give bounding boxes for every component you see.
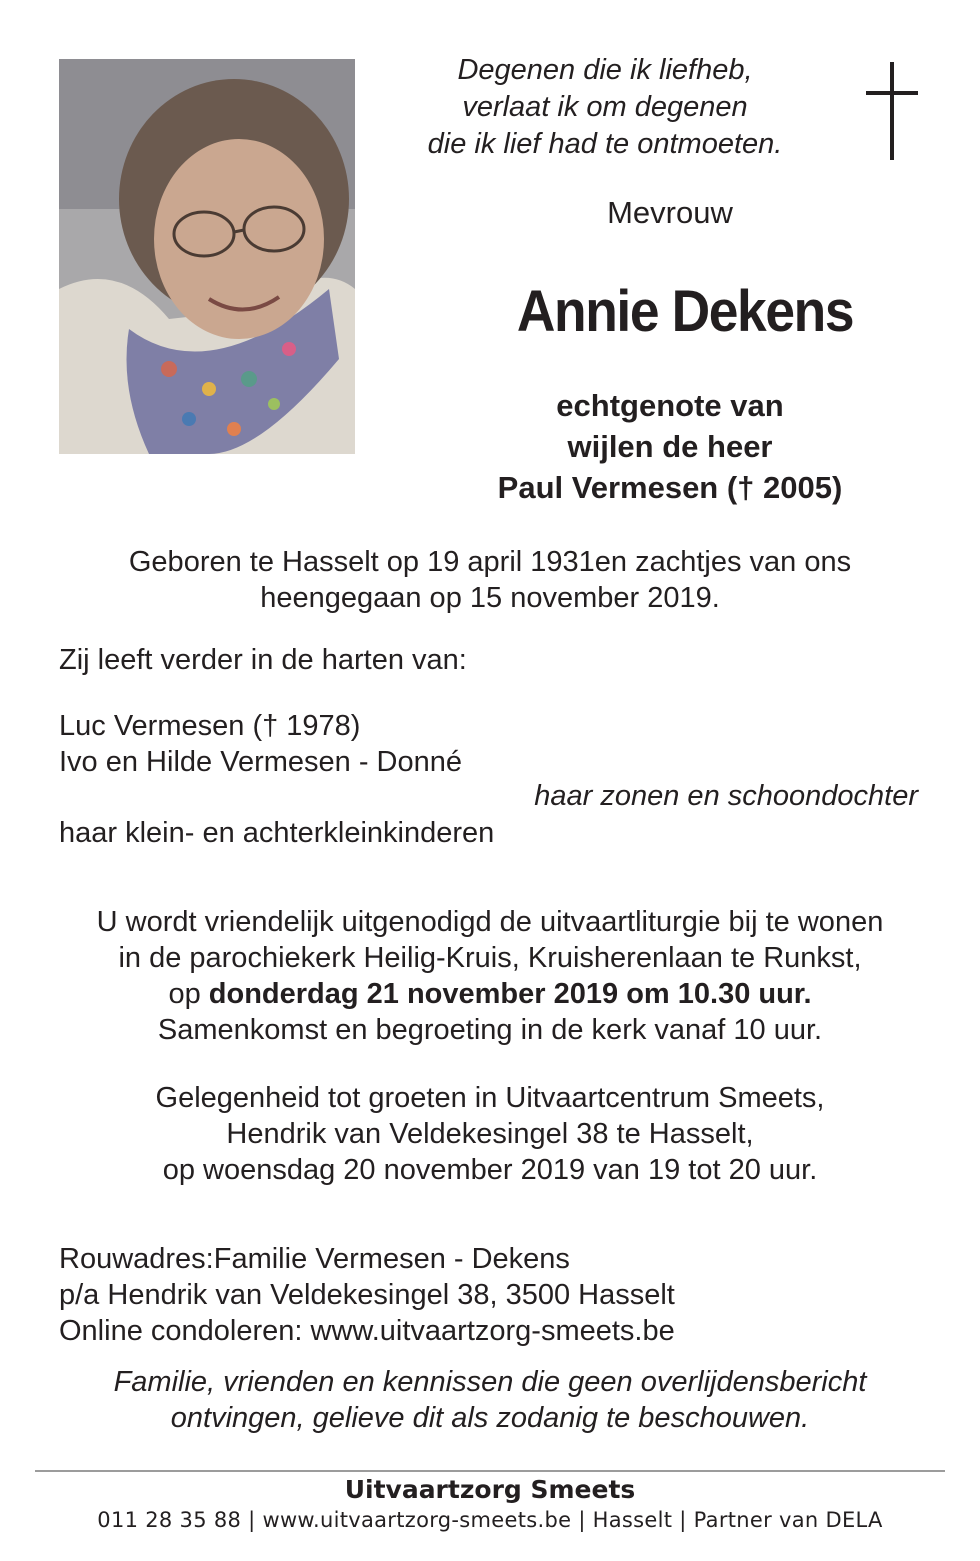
funeral-info: [30, 904, 950, 1048]
closing-line: ontvingen, gelieve dit als zodanig te beschouwen.: [170, 1402, 810, 1434]
deceased-name: Annie Dekens: [516, 279, 854, 344]
portrait-photo: [59, 59, 355, 454]
birth-death-line: Geboren te Hasselt op 19 april 1931en zachtjes van ons: [128, 546, 852, 578]
contact-line: Online condoleren: www.uitvaartzorg-smeets.be: [59, 1315, 675, 1347]
funeral-date: donderdag 21 november 2019 om 10.30 uur.: [208, 978, 812, 1010]
visitation-line: op woensdag 20 november 2019 van 19 tot 20 uur.: [162, 1154, 818, 1186]
spouse-line: echtgenote van: [556, 388, 784, 423]
footer-details: 011 28 35 88 | www.uitvaartzorg-smeets.be | Hasselt | Partner van DELA: [97, 1508, 883, 1532]
survivors-sons: [59, 708, 939, 780]
contact-info: [59, 1241, 939, 1349]
quote-line: die ik lief had te ontmoeten.: [427, 128, 783, 160]
salutation: Mevrouw: [607, 195, 733, 230]
birth-death-text: [30, 544, 950, 616]
visitation-line: Gelegenheid tot groeten in Uitvaartcentrum Smeets,: [155, 1082, 825, 1114]
visitation-info: [30, 1080, 950, 1188]
survivor-name: Ivo en Hilde Vermesen - Donné: [59, 746, 462, 778]
contact-line: Rouwadres:Familie Vermesen - Dekens: [59, 1243, 570, 1275]
survivors-grandchildren: haar klein- en achterkleinkinderen: [59, 817, 495, 849]
survivor-relation: haar zonen en schoondochter: [534, 780, 918, 812]
memorial-quote: [330, 52, 880, 163]
survivor-name: Luc Vermesen († 1978): [59, 710, 361, 742]
quote-line: verlaat ik om degenen: [462, 91, 748, 123]
funeral-line: U wordt vriendelijk uitgenodigd de uitvaartliturgie bij te wonen: [96, 906, 884, 938]
birth-death-line: heengegaan op 15 november 2019.: [260, 582, 720, 614]
survivors-intro: Zij leeft verder in de harten van:: [59, 644, 467, 676]
cross-icon: [862, 62, 922, 160]
spouse-info: [420, 385, 920, 508]
funeral-line: Samenkomst en begroeting in de kerk vanaf 10 uur.: [157, 1014, 823, 1046]
closing-note: [30, 1364, 950, 1436]
spouse-line: wijlen de heer: [567, 429, 773, 464]
footer-divider: [35, 1470, 945, 1472]
funeral-line: in de parochiekerk Heilig-Kruis, Kruisherenlaan te Runkst,: [118, 942, 862, 974]
funeral-date-prefix: op: [168, 978, 201, 1010]
funeral-date-line: [30, 976, 950, 1012]
closing-line: Familie, vrienden en kennissen die geen overlijdensbericht: [113, 1366, 867, 1398]
visitation-line: Hendrik van Veldekesingel 38 te Hasselt,: [226, 1118, 754, 1150]
footer-company: Uitvaartzorg Smeets: [344, 1475, 636, 1504]
quote-line: Degenen die ik liefheb,: [457, 54, 753, 86]
contact-line: p/a Hendrik van Veldekesingel 38, 3500 Hasselt: [59, 1279, 675, 1311]
spouse-line: Paul Vermesen († 2005): [497, 470, 843, 505]
